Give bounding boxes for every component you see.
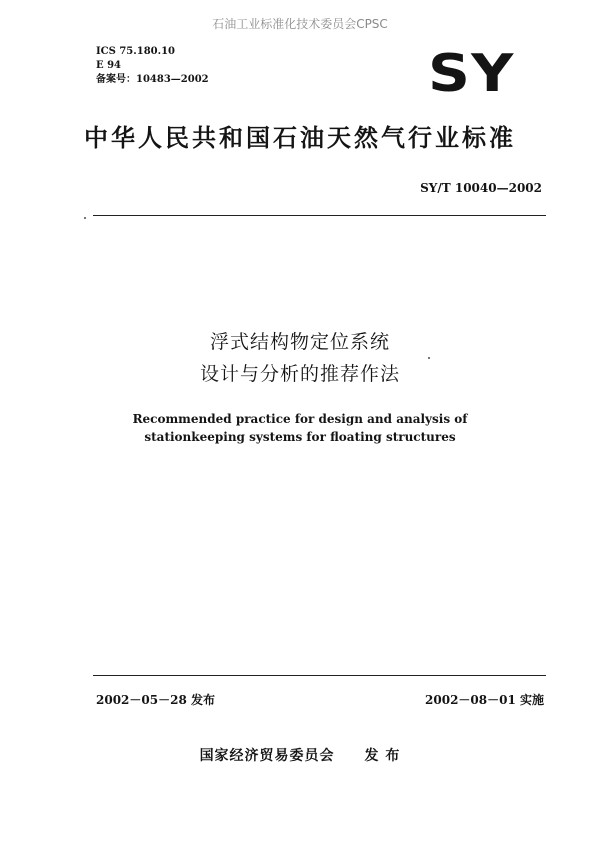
document-title-en-line1: Recommended practice for design and analysis of — [132, 412, 468, 426]
sy-logo: SY — [428, 44, 515, 104]
document-title-cn-line1: 浮式结构物定位系统 — [209, 331, 390, 353]
issue-date: 2002－05－28 发布 — [96, 693, 215, 707]
ics-code: ICS 75.180.10 — [96, 46, 176, 57]
document-title-cn-line2: 设计与分析的推荐作法 — [199, 363, 400, 385]
top-divider — [93, 215, 546, 216]
scan-speck — [84, 217, 86, 219]
issuing-authority: 国家经济贸易委员会 发 布 — [199, 748, 401, 764]
record-number: 备案号：10483—2002 — [96, 74, 209, 85]
watermark-text: 石油工业标准化技术委员会CPSC — [212, 17, 388, 31]
document-title-en-line2: stationkeeping systems for floating structures — [144, 430, 456, 444]
bottom-divider — [93, 675, 546, 676]
classification-code: E 94 — [96, 60, 122, 71]
standard-code: SY/T 10040—2002 — [420, 181, 542, 195]
standard-category-title: 中华人民共和国石油天然气行业标准 — [84, 124, 516, 152]
scan-speck — [428, 357, 430, 359]
effective-date: 2002－08－01 实施 — [425, 693, 544, 707]
